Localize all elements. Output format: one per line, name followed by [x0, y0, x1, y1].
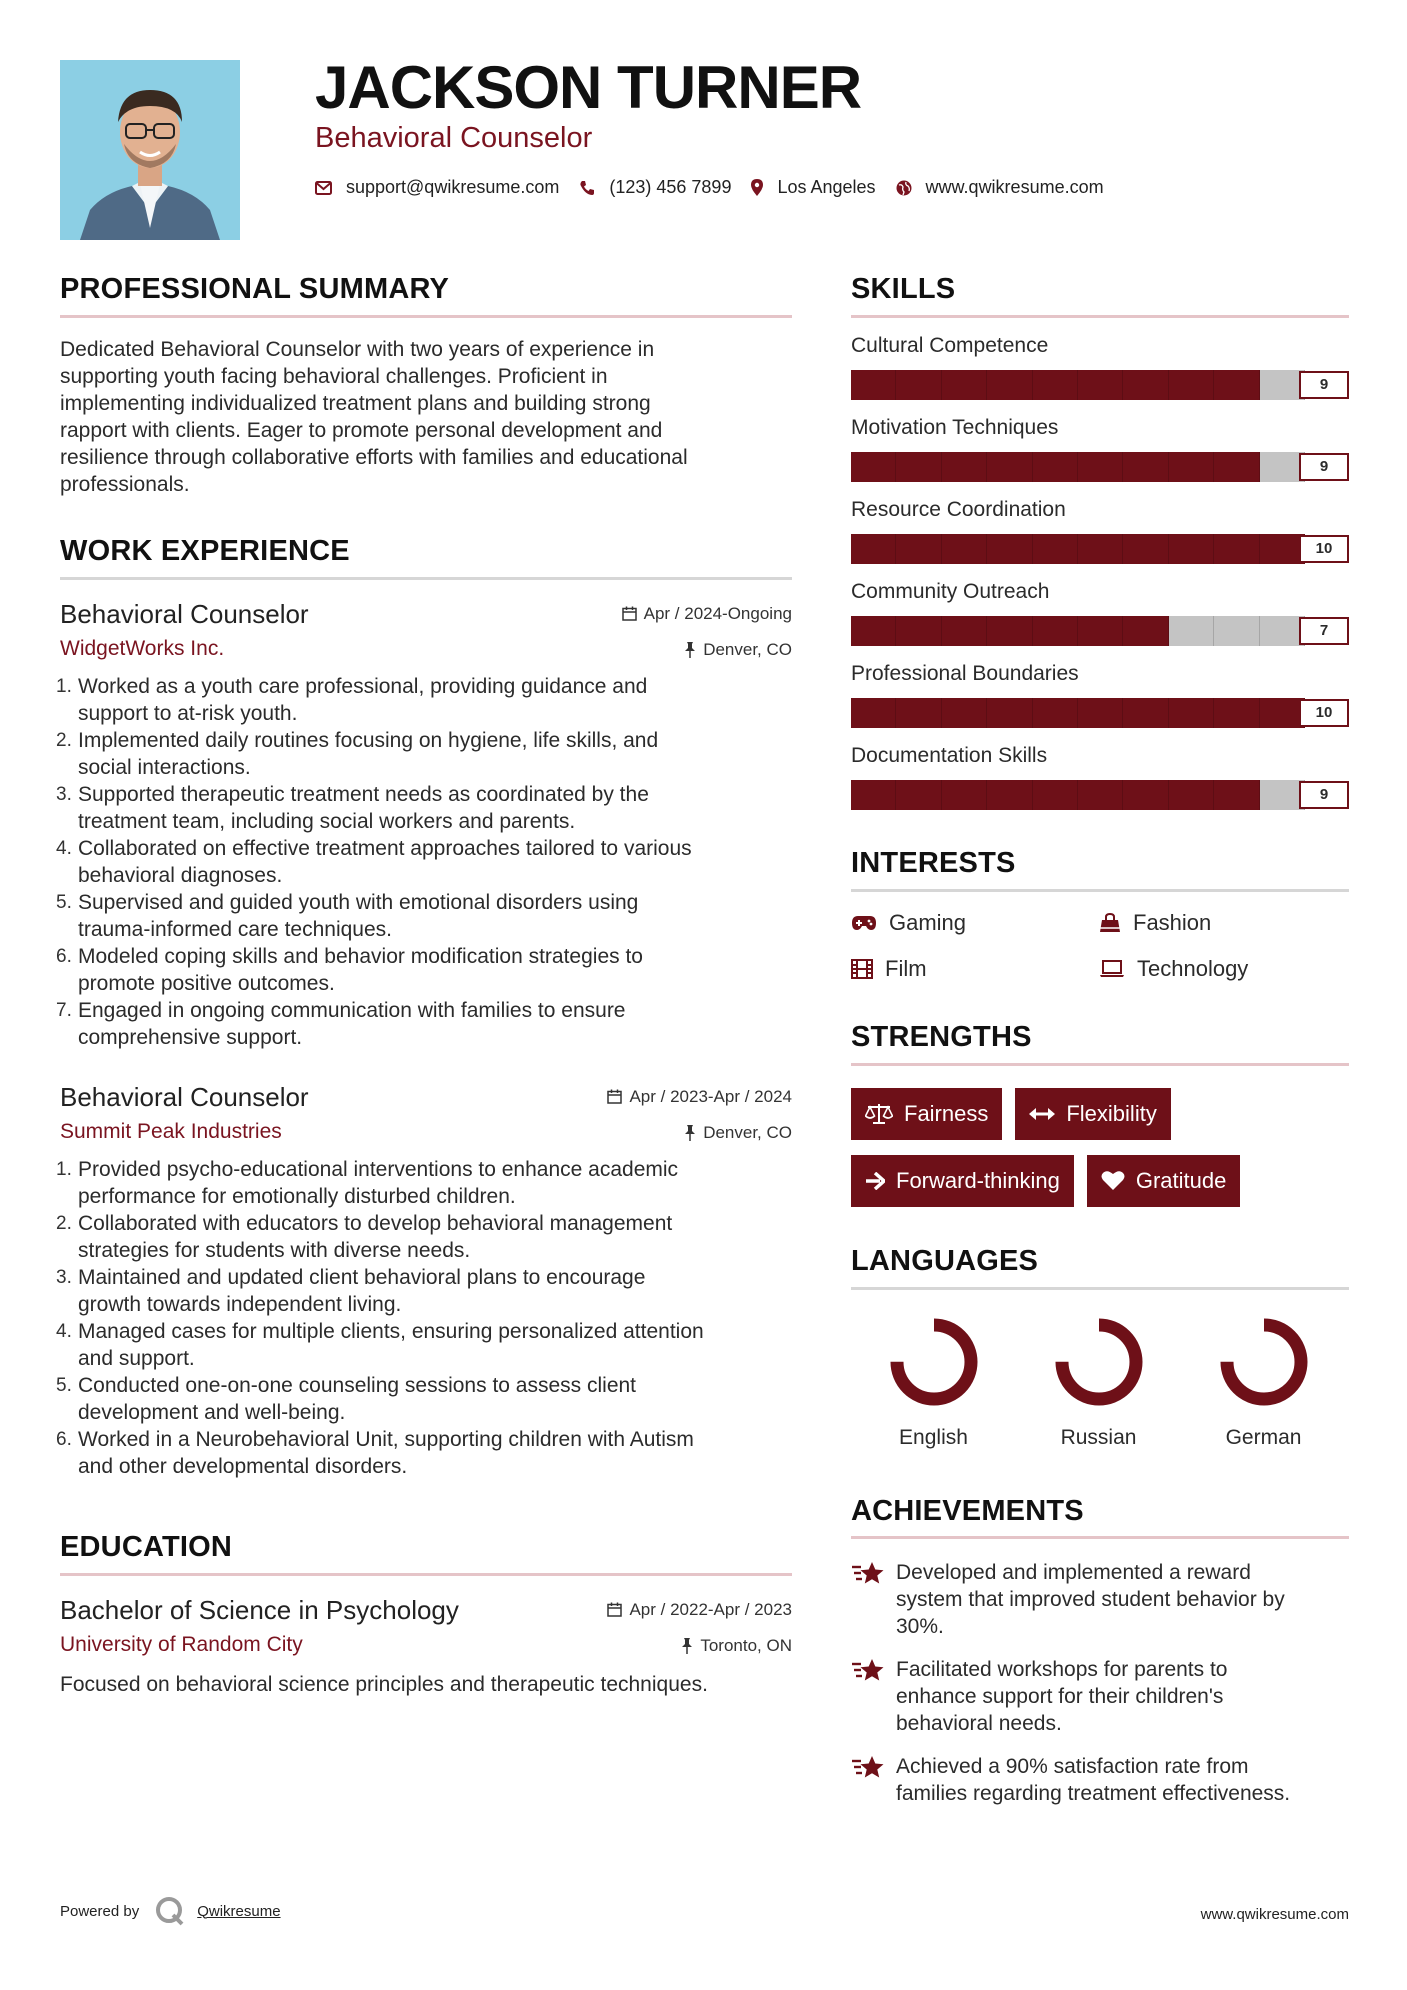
- list-item-line: growth towards independent living.: [78, 1292, 402, 1316]
- list-number: 5.: [56, 1374, 72, 1396]
- phone-icon: [579, 180, 595, 196]
- skill-bar-filled-segment: [896, 370, 941, 400]
- language-level-arc: [897, 1325, 971, 1399]
- achievement-item: [851, 1656, 1349, 1737]
- job-title: Behavioral Counselor: [60, 598, 309, 629]
- skill-bar-filled-segment: [896, 780, 941, 810]
- arrow-right-icon: [865, 1172, 885, 1190]
- interest-label: Film: [885, 955, 927, 981]
- job-company: WidgetWorks Inc.: [60, 636, 225, 660]
- laptop-icon: [1099, 960, 1125, 978]
- achievement-item: [851, 1559, 1349, 1640]
- skill-bar-filled-segment: [1033, 534, 1078, 564]
- interest-item: [851, 910, 1099, 936]
- list-item-line: Supported therapeutic treatment needs as coordinated by the: [78, 782, 649, 806]
- list-item: [56, 1372, 792, 1426]
- skill-bar-filled-segment: [896, 534, 941, 564]
- qwikresume-link[interactable]: Qwikresume: [197, 1902, 281, 1920]
- achievement-line: 30%.: [896, 1615, 944, 1639]
- summary-line: Dedicated Behavioral Counselor with two years of experience in: [60, 337, 655, 361]
- strength-label: Gratitude: [1135, 1167, 1227, 1193]
- skill-bar-filled-segment: [1214, 698, 1259, 728]
- skill-bar-filled-segment: [1214, 452, 1259, 482]
- film-icon: [851, 959, 873, 979]
- language-item: [851, 1316, 1016, 1450]
- footer-powered-by: [60, 1896, 281, 1926]
- right-column: [851, 274, 1349, 1823]
- star-award-icon: [851, 1561, 885, 1587]
- language-level-ring: [1053, 1316, 1145, 1408]
- skill-score: 9: [1299, 453, 1349, 481]
- achievements-section: [851, 1496, 1349, 1808]
- skill-bar-filled-segment: [851, 698, 896, 728]
- skill-bar-filled-segment: [851, 370, 896, 400]
- list-item-line: Modeled coping skills and behavior modification strategies to: [78, 944, 643, 968]
- summary-line: supporting youth facing behavioral challenges. Proficient in: [60, 364, 608, 388]
- skill-bar-filled-segment: [851, 780, 896, 810]
- contact-bar: [315, 177, 1124, 198]
- education-location-text: Toronto, ON: [700, 1635, 792, 1655]
- list-number: 3.: [56, 783, 72, 805]
- skill-bar-filled-segment: [851, 616, 896, 646]
- list-item-line: promote positive outcomes.: [78, 971, 335, 995]
- interests-list: [851, 910, 1349, 982]
- skill-bar: [851, 698, 1349, 728]
- pushpin-icon: [681, 1638, 693, 1654]
- list-item: [56, 1156, 792, 1210]
- degree-title: Bachelor of Science in Psychology: [60, 1594, 459, 1625]
- languages-heading: LANGUAGES: [851, 1246, 1349, 1290]
- education-heading: EDUCATION: [60, 1532, 792, 1576]
- education-date-text: Apr / 2022-Apr / 2023: [629, 1599, 792, 1619]
- skill-bar: [851, 370, 1349, 400]
- job-date: [622, 604, 792, 624]
- language-name: Russian: [1060, 1425, 1137, 1449]
- skill-bar-filled-segment: [896, 452, 941, 482]
- achievement-item: [851, 1753, 1349, 1807]
- list-item: [56, 673, 792, 727]
- interests-heading: INTERESTS: [851, 848, 1349, 892]
- list-item-line: Supervised and guided youth with emotional disorders using: [78, 890, 639, 914]
- skill-name: Motivation Techniques: [851, 415, 1059, 439]
- contact-email[interactable]: [315, 177, 559, 198]
- skill-bar-filled-segment: [942, 370, 987, 400]
- list-item-line: comprehensive support.: [78, 1025, 303, 1049]
- left-column: [56, 273, 792, 1698]
- list-item-line: Engaged in ongoing communication with families to ensure: [78, 998, 626, 1022]
- list-item-line: Collaborated on effective treatment approaches tailored to various: [78, 836, 692, 860]
- list-item-line: and other developmental disorders.: [78, 1454, 408, 1478]
- summary-heading: PROFESSIONAL SUMMARY: [60, 274, 792, 318]
- job-date-text: Apr / 2023-Apr / 2024: [629, 1086, 792, 1106]
- job-company: Summit Peak Industries: [60, 1119, 282, 1143]
- job-location-text: Denver, CO: [703, 1122, 792, 1142]
- language-item: [1181, 1316, 1346, 1450]
- strengths-section: [851, 1022, 1349, 1222]
- list-number: 3.: [56, 1266, 72, 1288]
- skill-bar: [851, 616, 1349, 646]
- skill-score: 9: [1299, 781, 1349, 809]
- list-item-line: and support.: [78, 1346, 195, 1370]
- skill-item: [851, 742, 1349, 810]
- skills-heading: SKILLS: [851, 274, 1349, 318]
- list-item: [56, 1426, 792, 1480]
- calendar-icon: [607, 1602, 622, 1617]
- skill-bar-filled-segment: [1078, 452, 1123, 482]
- skill-bar-filled-segment: [1078, 370, 1123, 400]
- list-item-line: support to at-risk youth.: [78, 701, 298, 725]
- list-item-line: performance for emotionally disturbed children.: [78, 1184, 516, 1208]
- skill-name: Documentation Skills: [851, 743, 1048, 767]
- summary-line: implementing individualized treatment plans and building strong: [60, 391, 651, 415]
- skill-bar-filled-segment: [1123, 780, 1168, 810]
- skill-item: [851, 496, 1349, 564]
- language-level-arc: [1062, 1325, 1136, 1399]
- experience-section: [56, 534, 792, 1480]
- summary-line: rapport with clients. Eager to promote personal development and: [60, 418, 663, 442]
- contact-website[interactable]: [896, 177, 1104, 198]
- skill-bar-filled-segment: [1033, 780, 1078, 810]
- powered-by-text: Powered by: [60, 1902, 140, 1920]
- star-award-icon: [851, 1658, 885, 1684]
- skill-name: Cultural Competence: [851, 333, 1049, 357]
- skill-bar-empty-segment: [1169, 616, 1214, 646]
- skill-bar-filled-segment: [896, 698, 941, 728]
- skill-bar-filled-segment: [1214, 534, 1259, 564]
- skill-bar-filled-segment: [1078, 534, 1123, 564]
- star-award-icon: [851, 1755, 885, 1781]
- skill-bar-filled-segment: [1214, 780, 1259, 810]
- email-text: support@qwikresume.com: [346, 177, 560, 197]
- summary-section: [60, 274, 792, 498]
- list-item-line: Implemented daily routines focusing on hygiene, life skills, and: [78, 728, 659, 752]
- skill-score: 7: [1299, 617, 1349, 645]
- website-text: www.qwikresume.com: [925, 177, 1104, 197]
- skill-bar-filled-segment: [987, 780, 1032, 810]
- list-item-line: Maintained and updated client behavioral plans to encourage: [78, 1265, 646, 1289]
- skill-bar-filled-segment: [942, 698, 987, 728]
- list-item: [56, 1264, 792, 1318]
- list-number: 1.: [56, 675, 72, 697]
- language-level-ring: [888, 1316, 980, 1408]
- job-title: Behavioral Counselor: [60, 1081, 309, 1112]
- skills-section: [851, 274, 1349, 810]
- achievement-line: behavioral needs.: [896, 1712, 1062, 1736]
- language-level-arc: [1227, 1325, 1301, 1399]
- skill-bar-filled-segment: [987, 616, 1032, 646]
- heart-icon: [1101, 1170, 1125, 1191]
- skill-bar-filled-segment: [851, 534, 896, 564]
- list-item: [56, 1318, 792, 1372]
- list-item-line: treatment team, including social workers and parents.: [78, 809, 576, 833]
- job-location: [684, 1123, 792, 1143]
- skill-bar-filled-segment: [942, 534, 987, 564]
- skill-bar-filled-segment: [1123, 616, 1168, 646]
- skill-name: Resource Coordination: [851, 497, 1066, 521]
- skill-name: Community Outreach: [851, 579, 1050, 603]
- list-item: [56, 997, 792, 1051]
- contact-location: [751, 177, 875, 198]
- envelope-icon: [315, 181, 332, 195]
- skill-bar-filled-segment: [1078, 780, 1123, 810]
- skill-bar-filled-segment: [1078, 698, 1123, 728]
- list-item-line: Worked in a Neurobehavioral Unit, supporting children with Autism: [78, 1427, 694, 1451]
- list-item: [56, 835, 792, 889]
- list-item-line: trauma-informed care techniques.: [78, 917, 392, 941]
- skill-bar-filled-segment: [987, 534, 1032, 564]
- summary-line: professionals.: [60, 472, 190, 496]
- skill-bar: [851, 534, 1349, 564]
- languages-list: [851, 1316, 1349, 1450]
- skill-bar-filled-segment: [1123, 370, 1168, 400]
- phone-text: (123) 456 7899: [609, 177, 732, 197]
- list-number: 6.: [56, 1428, 72, 1450]
- achievement-text: [896, 1656, 1228, 1737]
- list-item-line: development and well-being.: [78, 1400, 346, 1424]
- skill-bar-filled-segment: [1169, 534, 1214, 564]
- skill-bar-filled-segment: [1078, 616, 1123, 646]
- school-name: University of Random City: [60, 1632, 303, 1656]
- skill-bar-filled-segment: [1033, 370, 1078, 400]
- skill-bar: [851, 452, 1349, 482]
- location-text: Los Angeles: [777, 177, 876, 197]
- interest-item: [1099, 910, 1349, 936]
- pushpin-icon: [684, 642, 696, 658]
- contact-phone[interactable]: [579, 177, 731, 198]
- skill-score: 9: [1299, 371, 1349, 399]
- language-level-ring: [1218, 1316, 1310, 1408]
- job-date: [607, 1087, 792, 1107]
- interest-label: Technology: [1137, 955, 1249, 981]
- education-section: [60, 1532, 792, 1698]
- candidate-name: JACKSON TURNER: [315, 54, 862, 121]
- calendar-icon: [607, 1089, 622, 1104]
- list-number: 4.: [56, 837, 72, 859]
- list-item-line: Provided psycho-educational interventions to enhance academic: [78, 1157, 679, 1181]
- interest-label: Fashion: [1133, 909, 1212, 935]
- list-number: 4.: [56, 1320, 72, 1342]
- skill-bar-filled-segment: [1169, 698, 1214, 728]
- job-location: [684, 640, 792, 660]
- strengths-list: [851, 1088, 1349, 1222]
- skill-bar-filled-segment: [942, 452, 987, 482]
- strength-badge: [1015, 1088, 1170, 1140]
- skill-bar-filled-segment: [1169, 452, 1214, 482]
- education-description: Focused on behavioral science principles and therapeutic techniques.: [60, 1672, 708, 1696]
- scale-icon: [865, 1103, 893, 1125]
- qwikresume-logo-icon: [155, 1896, 185, 1926]
- skill-bar-filled-segment: [1214, 370, 1259, 400]
- skill-name: Professional Boundaries: [851, 661, 1079, 685]
- list-number: 6.: [56, 945, 72, 967]
- skill-bar-filled-segment: [851, 452, 896, 482]
- achievement-text: [896, 1559, 1285, 1640]
- skill-bar-filled-segment: [942, 616, 987, 646]
- achievement-line: Achieved a 90% satisfaction rate from: [896, 1755, 1249, 1779]
- education-date: [607, 1600, 792, 1620]
- skill-score: 10: [1299, 535, 1349, 563]
- skill-item: [851, 660, 1349, 728]
- strength-badge: [851, 1088, 1002, 1140]
- candidate-role: Behavioral Counselor: [315, 122, 593, 154]
- list-number: 2.: [56, 1212, 72, 1234]
- list-item-line: Worked as a youth care professional, providing guidance and: [78, 674, 648, 698]
- gamepad-icon: [851, 915, 877, 931]
- language-name: German: [1225, 1425, 1302, 1449]
- skill-score: 10: [1299, 699, 1349, 727]
- skill-bar-filled-segment: [987, 370, 1032, 400]
- list-item-line: behavioral diagnoses.: [78, 863, 283, 887]
- skill-bar-filled-segment: [896, 616, 941, 646]
- skill-bar-empty-segment: [1214, 616, 1259, 646]
- skill-bar-filled-segment: [1169, 780, 1214, 810]
- languages-section: [851, 1246, 1349, 1450]
- list-item-line: Collaborated with educators to develop behavioral management: [78, 1211, 673, 1235]
- list-item: [56, 1210, 792, 1264]
- language-name: English: [899, 1425, 968, 1449]
- job-entry: [56, 1081, 792, 1480]
- skill-bar-filled-segment: [1123, 698, 1168, 728]
- list-item: [56, 781, 792, 835]
- globe-icon: [896, 180, 912, 196]
- list-item-line: social interactions.: [78, 755, 251, 779]
- list-item-line: Conducted one-on-one counseling sessions to assess client: [78, 1373, 637, 1397]
- strength-badge: [1087, 1155, 1241, 1207]
- calendar-icon: [622, 606, 637, 621]
- list-item: [56, 943, 792, 997]
- strength-label: Flexibility: [1066, 1100, 1157, 1126]
- skill-bar-filled-segment: [987, 452, 1032, 482]
- job-bullets: [56, 673, 792, 1051]
- education-location: [681, 1636, 792, 1656]
- pushpin-icon: [684, 1125, 696, 1141]
- achievement-line: families regarding treatment effectiveness.: [896, 1782, 1291, 1806]
- list-item: [56, 727, 792, 781]
- achievement-line: enhance support for their children's: [896, 1685, 1224, 1709]
- footer-website[interactable]: www.qwikresume.com: [1200, 1906, 1349, 1923]
- profile-photo: [60, 60, 240, 240]
- strengths-heading: STRENGTHS: [851, 1022, 1349, 1066]
- job-location-text: Denver, CO: [703, 639, 792, 659]
- skill-bar-filled-segment: [987, 698, 1032, 728]
- skill-bar: [851, 780, 1349, 810]
- interest-item: [851, 956, 1099, 982]
- job-date-text: Apr / 2024-Ongoing: [643, 603, 792, 623]
- achievement-line: Developed and implemented a reward: [896, 1561, 1251, 1585]
- list-number: 7.: [56, 999, 72, 1021]
- list-number: 1.: [56, 1158, 72, 1180]
- arrows-horizontal-icon: [1029, 1107, 1055, 1121]
- achievements-heading: ACHIEVEMENTS: [851, 1496, 1349, 1540]
- skill-bar-filled-segment: [1033, 452, 1078, 482]
- skill-bar-filled-segment: [942, 780, 987, 810]
- experience-heading: WORK EXPERIENCE: [60, 536, 792, 580]
- skill-bar-filled-segment: [1123, 452, 1168, 482]
- list-item: [56, 889, 792, 943]
- achievements-list: [851, 1559, 1349, 1807]
- skill-item: [851, 414, 1349, 482]
- list-number: 2.: [56, 729, 72, 751]
- education-entry: [60, 1594, 792, 1698]
- skill-item: [851, 332, 1349, 400]
- list-item-line: strategies for students with diverse needs.: [78, 1238, 471, 1262]
- list-item-line: Managed cases for multiple clients, ensuring personalized attention: [78, 1319, 704, 1343]
- interest-item: [1099, 956, 1349, 982]
- list-number: 5.: [56, 891, 72, 913]
- interest-label: Gaming: [889, 909, 967, 935]
- shopping-bag-icon: [1099, 913, 1121, 933]
- interests-section: [851, 848, 1349, 982]
- strength-label: Fairness: [904, 1100, 989, 1126]
- skill-bar-filled-segment: [1033, 698, 1078, 728]
- achievement-line: system that improved student behavior by: [896, 1588, 1285, 1612]
- language-item: [1016, 1316, 1181, 1450]
- skills-list: [851, 332, 1349, 810]
- job-bullets: [56, 1156, 792, 1480]
- summary-line: resilience through collaborative efforts with families and educational: [60, 445, 688, 469]
- job-entry: [56, 598, 792, 1051]
- strength-label: Forward-thinking: [896, 1167, 1060, 1193]
- skill-item: [851, 578, 1349, 646]
- skill-bar-filled-segment: [1033, 616, 1078, 646]
- skill-bar-filled-segment: [1169, 370, 1214, 400]
- strength-badge: [851, 1155, 1074, 1207]
- achievement-text: [896, 1753, 1290, 1807]
- summary-text: [60, 336, 792, 498]
- skill-bar-filled-segment: [1123, 534, 1168, 564]
- map-pin-icon: [751, 179, 763, 196]
- achievement-line: Facilitated workshops for parents to: [896, 1658, 1228, 1682]
